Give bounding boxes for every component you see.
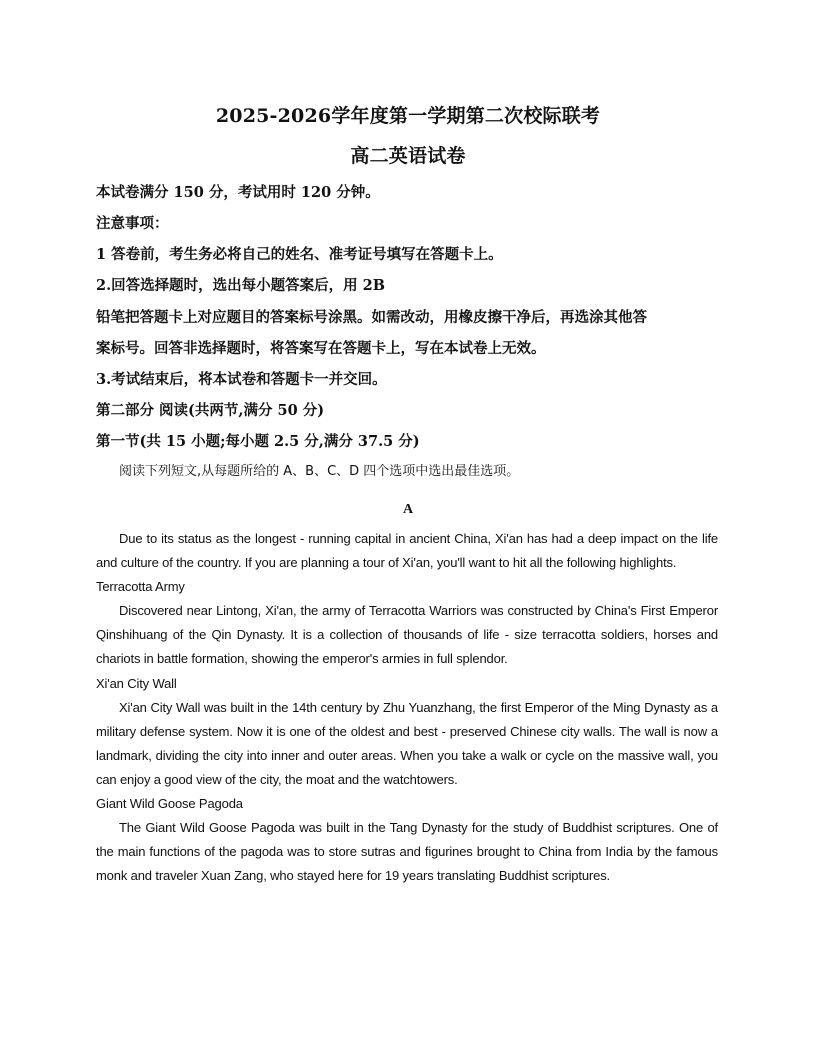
note-item-2-line-2: 铅笔把答题卡上对应题目的答案标号涂黑。如需改动，用橡皮擦干净后，再选涂其他答 [96, 309, 647, 326]
passage-label: A [402, 502, 414, 517]
exam-title: 2025-2026学年度第一学期第二次校际联考 [215, 105, 601, 127]
note-item-2-line-3: 案标号。回答非选择题时，将答案写在答题卡上，写在本试卷上无效。 [96, 340, 546, 357]
exam-info: 本试卷满分 150 分，考试用时 120 分钟。 [96, 184, 380, 201]
section-title: 第一节(共 15 小题;每小题 2.5 分,满分 37.5 分) [96, 433, 420, 450]
section-heading-pagoda: Giant Wild Goose Pagoda [96, 796, 243, 811]
notes-heading: 注意事项： [96, 215, 169, 232]
note-item-1: 1 答卷前，考生务必将自己的姓名、准考证号填写在答题卡上。 [96, 246, 503, 263]
passage-intro: Due to its status as the longest - running capital in ancient China, Xi'an has had a deep impact on the life and culture of the country. If you are planning a tour of Xi'an, you'll want to hit all the following highlights. [96, 531, 718, 570]
section-heading-city-wall: Xi'an City Wall [96, 676, 177, 691]
section-body-city-wall: Xi'an City Wall was built in the 14th century by Zhu Yuanzhang, the first Emperor of the Ming Dynasty as a military defense system. Now it is one of the oldest and best - preserved Chinese city walls. The wall is now a landmark, dividing the city into inner and outer areas. When you take a walk or cycle on the massive wall, you can enjoy a good view of the city, the moat and the watchtowers. [96, 700, 718, 787]
section-body-pagoda: The Giant Wild Goose Pagoda was built in the Tang Dynasty for the study of Buddhist scriptures. One of the main functions of the pagoda was to store sutras and figurines brought to China from India by the famous monk and traveler Xuan Zang, who stayed here for 19 years translating Buddhist scriptures. [96, 820, 718, 883]
note-item-2-line-1: 2.回答选择题时，选出每小题答案后，用 2B [96, 277, 386, 294]
part-title: 第二部分 阅读(共两节,满分 50 分) [96, 402, 325, 419]
section-body-terracotta: Discovered near Lintong, Xi'an, the army of Terracotta Warriors was constructed by China's First Emperor Qinshihuang of the Qin Dynasty. It is a collection of thousands of life - size terracotta soldiers, horses and chariots in battle formation, showing the emperor's armies in full splendor. [96, 603, 718, 666]
section-heading-terracotta: Terracotta Army [96, 579, 185, 594]
exam-subtitle: 高二英语试卷 [350, 145, 466, 167]
note-item-3: 3.考试结束后，将本试卷和答题卡一并交回。 [96, 371, 387, 388]
reading-instruction: 阅读下列短文,从每题所给的 A、B、C、D 四个选项中选出最佳选项。 [119, 464, 520, 479]
